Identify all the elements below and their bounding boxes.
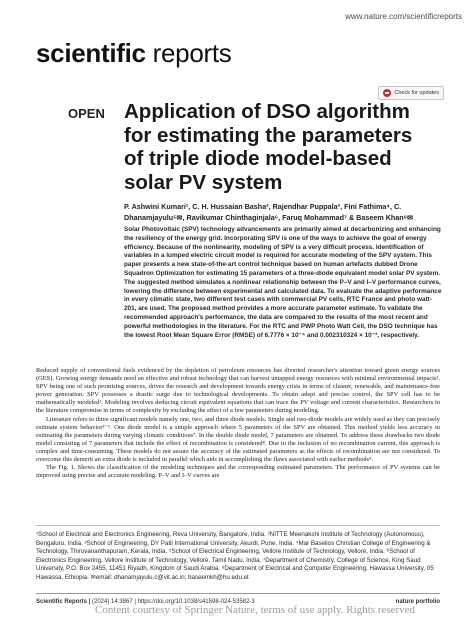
abstract: Solar Photovoltaic (SPV) technology advancements are primarily aimed at decarbonizing and enhancing the resiliency of the energy grid. Incorporating SPV is one of the ways to achieve the goal of energy efficiency. Because of the nonlinearity, modeling of SPV is a very difficult process. Identification of variables in a lumped electric circuit model is required for accurate modeling of the SPV system. This paper presents a new state-of-the-art control technique based on human artefacts dubbed Drone Squadron Optimization for estimating 15 parameters of a three-diode equivalent model solar PV system. The suggested method simulates a nonlinear relationship between the P–V and I–V performance curves, lowering the difference between experimental and calculated data. To evaluate the adaptive performance in every climatic state, two different test cases with commercial PV cells, RTC France and photo watt-201, are used. The proposed method provides a more accurate parameter estimate. To validate the recommended approach's performance, the data are compared to the results of the most recent and powerful methodologies in the literature. For the RTC and PWP Photo Watt Cell, the DSO technique has the lowest Root Mean Square Error (RMSE) of 6.7776 × 10⁻⁴ and 0.002310324 × 10⁻³, respectively. — [124, 226, 442, 339]
check-updates-icon — [383, 89, 391, 97]
footer-citation[interactable]: (2024) 14:3867 | https://doi.org/10.1038/s41598-024-53582-3 — [92, 599, 255, 605]
body-text — [36, 367, 440, 480]
check-for-updates-label: Check for updates — [394, 90, 439, 96]
body-paragraph: Literature refers to three significant models namely one, two, and three diode models. Single and two-diode models are widely used as they can precisely estimate system behavior³⁻⁶. One diode model is a simple approach where 5 parameters of the SPV are obtained. This method yields less accuracy in estimating the parameters during varying climatic conditions⁷. In the double diode model, 7 parameters are obtained. To address these drawbacks two diode model consisting of 7 parameters that include the effect of recombination is considered⁸. Due to the inclusion of no recombination current, this approach is complex and time-consuming. These models do not assure the accuracy of the estimated parameters as the effects of recombination are not considered. To overcome this demerit an extra diode is included in parallel which aids in accomplishing the flaws associated with earlier methods⁹. — [36, 415, 440, 464]
affiliations: ¹School of Electrical and Electronics Engineering, Reva University, Bangalore, India. ²NITTE Meenakshi Institute of Technology (Autonomous), Bengaluru, India. ³School of Engineering, DY Patil International University, Akurdi, Pune, India. ⁴Mar Baselios Christian College of Engineering & Technology, Thiruvananthapuram, Kerala, India. ⁵School of Electrical Engineering, Vellore Institute of Technology, Vellore, India. ⁶School of Electronics Engineering, Vellore Institute of Technology, Vellore, Tamil Nadu, India. ⁷Department of Chemistry, College of Science, King Saud University, P.O. Box 2455, 11451 Riyadh, Kingdom of Saudi Arabia. ⁸Department of Electrical and Computer Engineering, Hawassa University, 05 Hawassa, Ethiopia. ✉email: dhanamjayulu.c@vit.ac.in; baseemkh@hu.edu.et — [36, 525, 440, 583]
footer-divider — [36, 593, 440, 594]
article-title: Application of DSO algorithm for estimating the parameters of triple diode model-based solar PV system — [124, 100, 413, 194]
author-list: P. Ashwini Kumari¹, C. H. Hussaian Basha², Rajendhar Puppala³, Fini Fathima⁴, C. Dhanamjayulu⁵✉, Ravikumar Chinthaginjala⁶, Faruq Mohammad⁷ & Baseem Khan⁸✉ — [124, 202, 414, 222]
journal-url[interactable]: www.nature.com/scientificreports — [345, 12, 462, 21]
body-paragraph: Reduced supply of conventional fuels evidenced by the depletion of petroleum resources has diverted researcher's attention toward green energy sources (GES). Growing energy demands need an effective and robust technology that can harvest untapped energy resources with minimal environmental impacts¹. SPV being one of such promising sources, drives the research and development towards energy crisis in terms of cleaner, renewable, and maintenance-free power generation. SPV possesses a drastic surge due to technological developments. To obtain adept and precise control, the SPV cell has to be mathematically modeled². Modeling involves deducing circuit equivalent equations that can trace the PV voltage and current characteristics. Researchers in the literature compromise in terms of complexity by excluding the effect of a few parameters during modeling. — [36, 367, 440, 415]
open-access-label: OPEN — [68, 106, 105, 121]
journal-name-light: reports — [145, 38, 232, 68]
footer-journal: Scientific Reports | — [36, 599, 91, 605]
publisher-logo: nature portfolio — [395, 599, 440, 605]
body-paragraph: The Fig. 1. Shows the classification of the modeling techniques and the corresponding estimated parameters. The performance of PV systems can be improved using precise and accurate modeling. P–V and I–V curves are — [36, 464, 440, 480]
check-for-updates-button[interactable] — [378, 86, 444, 100]
watermark: Content courtesy of Springer Nature, terms of use apply. Rights reserved — [95, 604, 416, 616]
journal-logo — [36, 38, 231, 69]
journal-name-bold: scientific — [36, 38, 146, 68]
